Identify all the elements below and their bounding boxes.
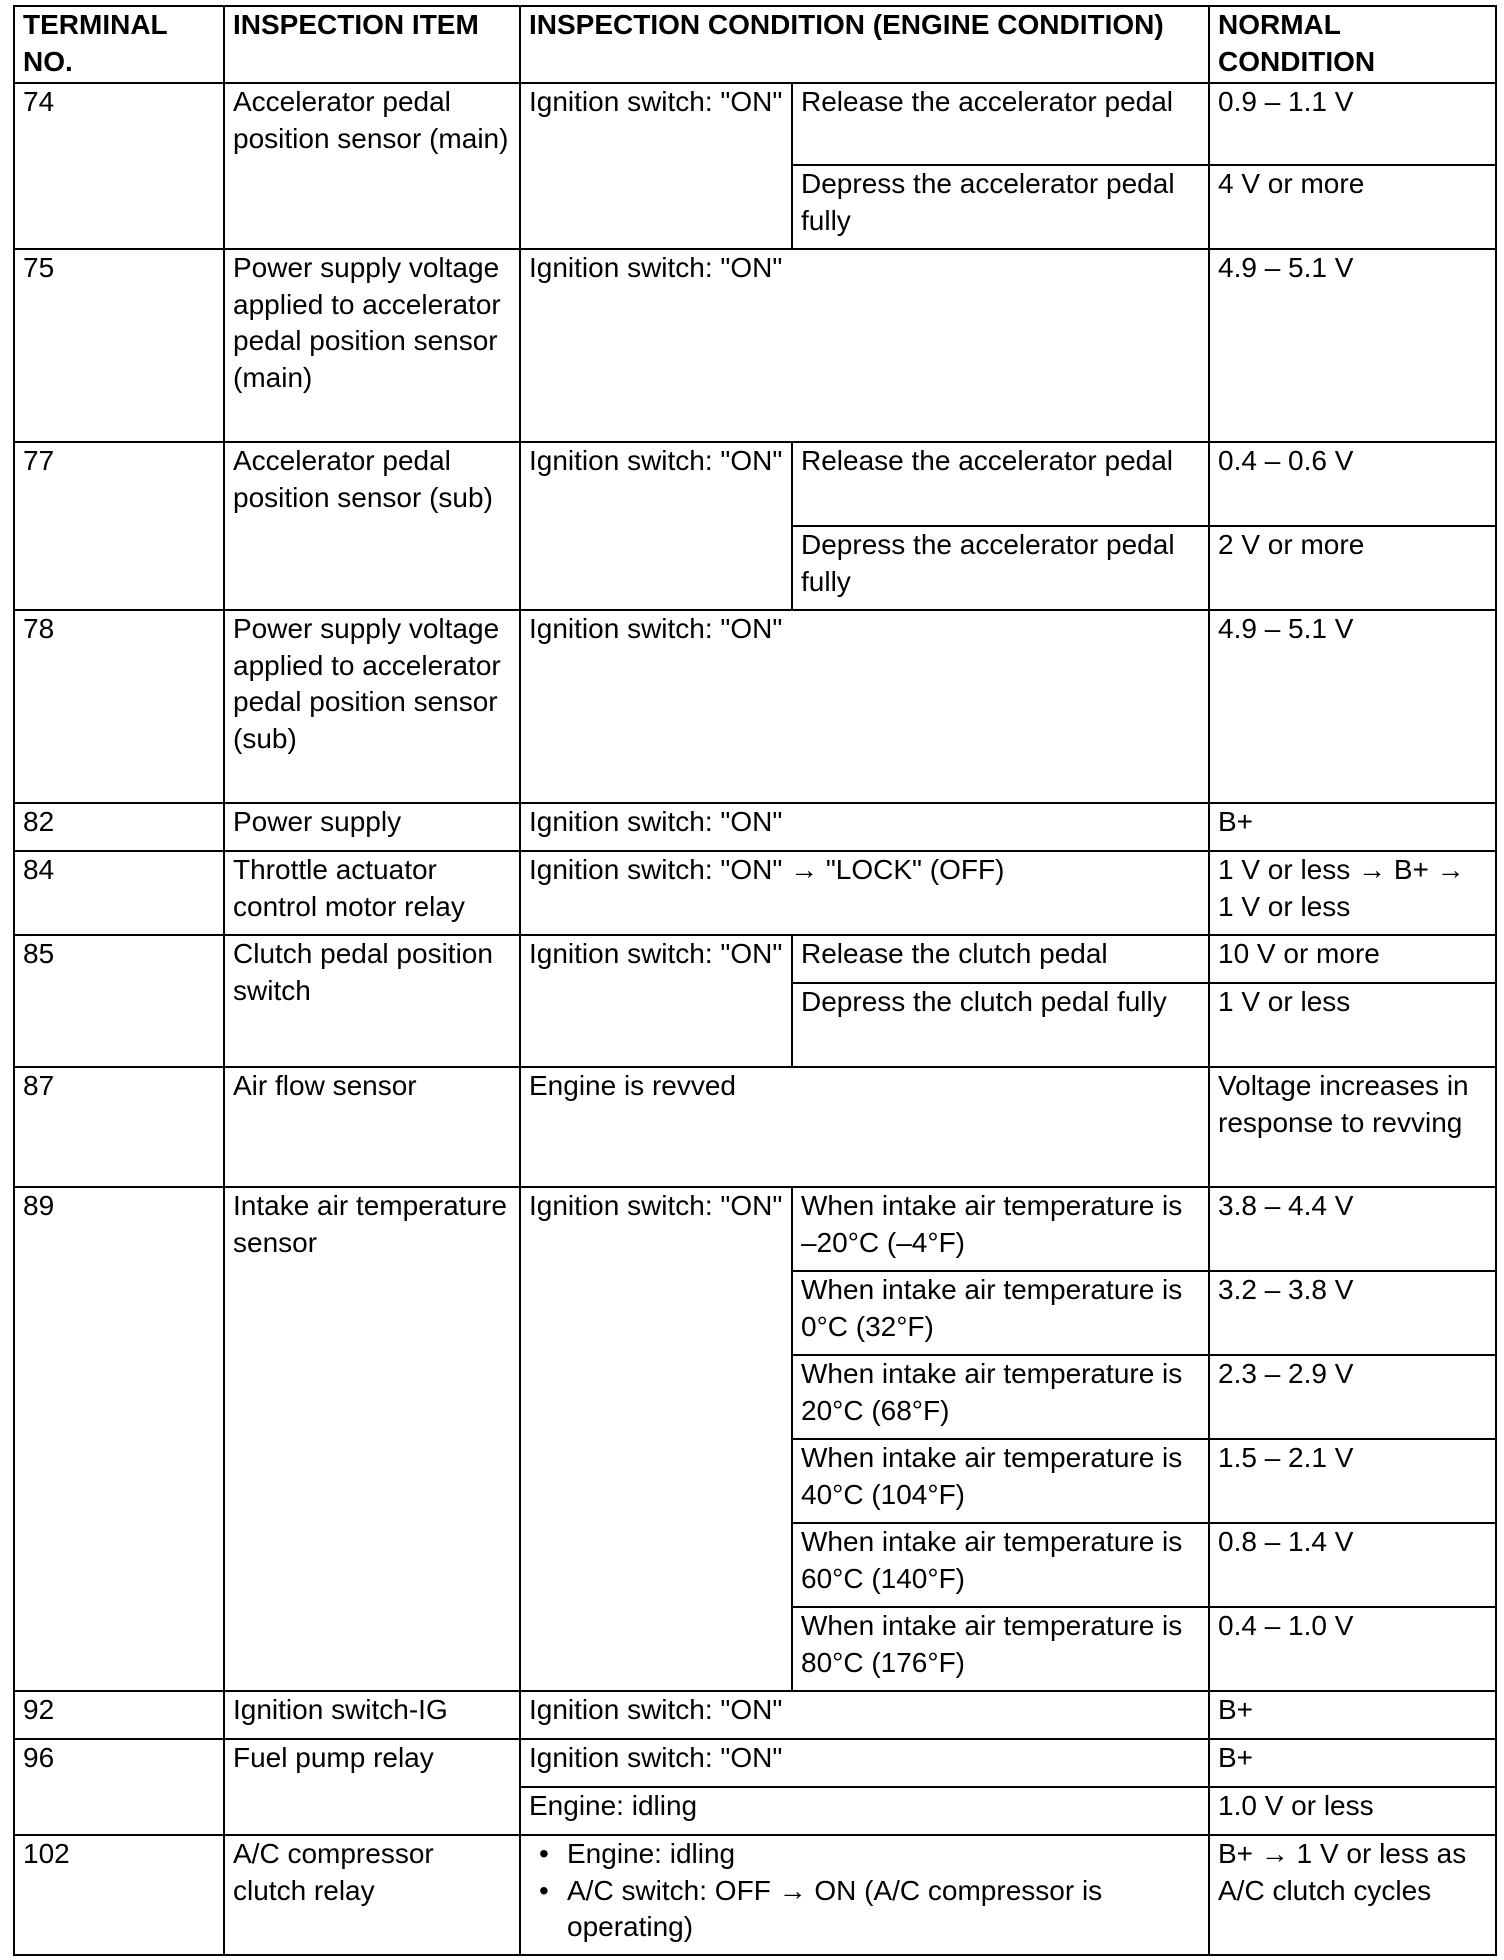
normal-condition: B+ → 1 V or less as A/C clutch cycles [1209, 1835, 1496, 1955]
normal-condition: 4.9 – 5.1 V [1209, 249, 1496, 442]
terminal-no: 85 [14, 935, 224, 1067]
header-terminal-no: TERMINAL NO. [14, 6, 224, 83]
header-row [14, 6, 1496, 83]
table-row [14, 83, 1496, 165]
terminal-no: 89 [14, 1187, 224, 1691]
sub-condition: When intake air temperature is 60°C (140°F) [792, 1523, 1209, 1607]
terminal-no: 75 [14, 249, 224, 442]
header-inspection-item: INSPECTION ITEM [224, 6, 520, 83]
normal-condition: B+ [1209, 1691, 1496, 1739]
table-row [14, 610, 1496, 803]
normal-condition: Voltage increases in response to revving [1209, 1067, 1496, 1187]
sub-condition: When intake air temperature is 0°C (32°F) [792, 1271, 1209, 1355]
inspection-item: Power supply [224, 803, 520, 851]
sub-condition: When intake air temperature is 40°C (104°F) [792, 1439, 1209, 1523]
normal-condition: B+ [1209, 803, 1496, 851]
inspection-condition: Ignition switch: "ON" [520, 935, 792, 1067]
normal-condition: 3.2 – 3.8 V [1209, 1271, 1496, 1355]
normal-condition: 10 V or more [1209, 935, 1496, 983]
table-row [14, 935, 1496, 983]
terminal-no: 92 [14, 1691, 224, 1739]
sub-condition: When intake air temperature is 80°C (176°F) [792, 1607, 1209, 1691]
terminal-no: 82 [14, 803, 224, 851]
inspection-condition: Ignition switch: "ON" → "LOCK" (OFF) [520, 851, 1209, 935]
inspection-condition: Ignition switch: "ON" [520, 1691, 1209, 1739]
normal-condition: 2.3 – 2.9 V [1209, 1355, 1496, 1439]
terminal-no: 84 [14, 851, 224, 935]
inspection-item: A/C compressor clutch relay [224, 1835, 520, 1955]
condition-bullet-list [529, 1836, 1200, 1946]
inspection-item: Fuel pump relay [224, 1739, 520, 1835]
normal-condition: 0.9 – 1.1 V [1209, 83, 1496, 165]
table-row [14, 249, 1496, 442]
sub-condition: Release the accelerator pedal [792, 442, 1209, 526]
normal-condition: 0.4 – 1.0 V [1209, 1607, 1496, 1691]
inspection-item: Power supply voltage applied to accelerator pedal position sensor (sub) [224, 610, 520, 803]
inspection-condition: Ignition switch: "ON" [520, 803, 1209, 851]
normal-condition: 0.8 – 1.4 V [1209, 1523, 1496, 1607]
inspection-item: Throttle actuator control motor relay [224, 851, 520, 935]
sub-condition: When intake air temperature is 20°C (68°F) [792, 1355, 1209, 1439]
sub-condition: Release the clutch pedal [792, 935, 1209, 983]
table-row [14, 1691, 1496, 1739]
sub-condition: Depress the clutch pedal fully [792, 983, 1209, 1067]
inspection-item: Accelerator pedal position sensor (sub) [224, 442, 520, 610]
terminal-no: 102 [14, 1835, 224, 1955]
terminal-no: 96 [14, 1739, 224, 1835]
normal-condition: 4.9 – 5.1 V [1209, 610, 1496, 803]
inspection-item: Clutch pedal position switch [224, 935, 520, 1067]
inspection-item: Accelerator pedal position sensor (main) [224, 83, 520, 249]
inspection-condition: Ignition switch: "ON" [520, 1187, 792, 1691]
bullet-item: • Engine: idling [567, 1836, 1200, 1873]
table-row [14, 1835, 1496, 1955]
sub-condition: Release the accelerator pedal [792, 83, 1209, 165]
inspection-condition: Engine is revved [520, 1067, 1209, 1187]
inspection-item: Power supply voltage applied to accelerator pedal position sensor (main) [224, 249, 520, 442]
sub-condition: When intake air temperature is –20°C (–4°F) [792, 1187, 1209, 1271]
terminal-no: 78 [14, 610, 224, 803]
table-row [14, 803, 1496, 851]
table-row [14, 851, 1496, 935]
normal-condition: B+ [1209, 1739, 1496, 1787]
normal-condition: 1.0 V or less [1209, 1787, 1496, 1835]
terminal-no: 87 [14, 1067, 224, 1187]
bullet-item: • A/C switch: OFF → ON (A/C compressor is operating) [567, 1873, 1200, 1946]
inspection-item: Ignition switch-IG [224, 1691, 520, 1739]
sub-condition: Depress the accelerator pedal fully [792, 165, 1209, 249]
table-row [14, 1739, 1496, 1787]
table-row [14, 442, 1496, 526]
inspection-item: Intake air temperature sensor [224, 1187, 520, 1691]
table-row [14, 1067, 1496, 1187]
inspection-condition [520, 1835, 1209, 1955]
terminal-no: 77 [14, 442, 224, 610]
table-row [14, 1187, 1496, 1271]
inspection-condition: Ignition switch: "ON" [520, 83, 792, 249]
normal-condition: 2 V or more [1209, 526, 1496, 610]
inspection-condition: Engine: idling [520, 1787, 1209, 1835]
normal-condition: 1 V or less → B+ → 1 V or less [1209, 851, 1496, 935]
normal-condition: 1.5 – 2.1 V [1209, 1439, 1496, 1523]
inspection-condition: Ignition switch: "ON" [520, 1739, 1209, 1787]
inspection-item: Air flow sensor [224, 1067, 520, 1187]
terminal-no: 74 [14, 83, 224, 249]
header-inspection-condition: INSPECTION CONDITION (ENGINE CONDITION) [520, 6, 1209, 83]
inspection-table [13, 5, 1497, 1956]
normal-condition: 4 V or more [1209, 165, 1496, 249]
sub-condition: Depress the accelerator pedal fully [792, 526, 1209, 610]
inspection-condition: Ignition switch: "ON" [520, 249, 1209, 442]
header-normal-condition: NORMAL CONDITION [1209, 6, 1496, 83]
normal-condition: 3.8 – 4.4 V [1209, 1187, 1496, 1271]
normal-condition: 0.4 – 0.6 V [1209, 442, 1496, 526]
inspection-condition: Ignition switch: "ON" [520, 610, 1209, 803]
normal-condition: 1 V or less [1209, 983, 1496, 1067]
inspection-condition: Ignition switch: "ON" [520, 442, 792, 610]
